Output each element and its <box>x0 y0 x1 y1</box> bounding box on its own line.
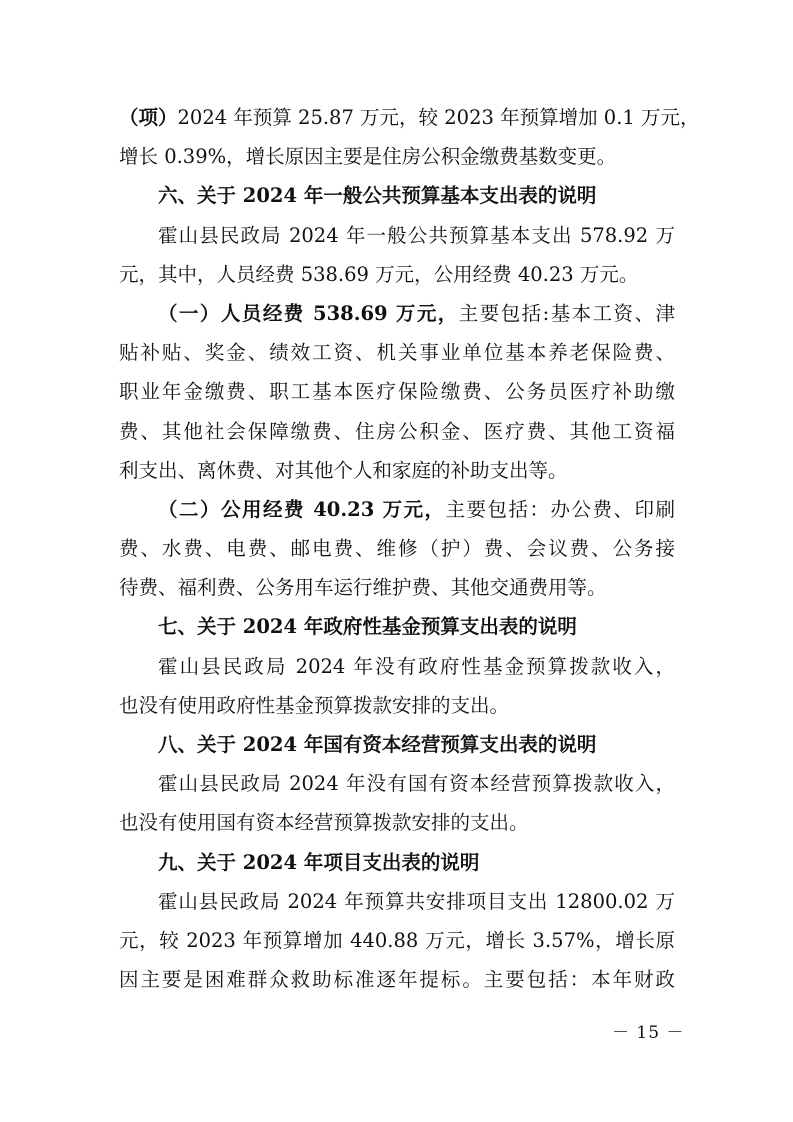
paragraph-line: 职业年金缴费、职工基本医疗保险缴费、公务员医疗补助缴 <box>119 380 675 404</box>
paragraph-line: 贴补贴、奖金、绩效工资、机关事业单位基本养老保险费、 <box>119 341 675 365</box>
paragraph-line: 费、水费、电费、邮电费、维修（护）费、会议费、公务接 <box>119 537 675 561</box>
paragraph-line <box>119 98 700 137</box>
subsection-heading: （二）公用经费 40.23 万元， <box>158 497 446 521</box>
paragraph-line: 也没有使用国有资本经营预算拨款安排的支出。 <box>119 811 529 835</box>
subsection-heading: （一）人员经费 538.69 万元， <box>158 301 459 325</box>
section-heading: 九、关于 2024 年项目支出表的说明 <box>158 850 480 874</box>
paragraph-line: 待费、福利费、公务用车运行维护费、其他交通费用等。 <box>119 576 607 600</box>
section-heading: 六、关于 2024 年一般公共预算基本支出表的说明 <box>158 184 597 208</box>
section-heading: 七、关于 2024 年政府性基金预算支出表的说明 <box>158 615 577 639</box>
paragraph-line: 利支出、离休费、对其他个人和家庭的补助支出等。 <box>119 458 568 482</box>
paragraph-line: 霍山县民政局 2024 年没有国有资本经营预算拨款收入， <box>158 772 675 796</box>
section-heading: 八、关于 2024 年国有资本经营预算支出表的说明 <box>158 733 597 756</box>
paragraph-line: 也没有使用政府性基金预算拨款安排的支出。 <box>119 693 510 717</box>
line-text: 2024 年预算 25.87 万元，较 2023 年预算增加 0.1 万元， <box>177 106 700 129</box>
page-number: － 15 － <box>612 1023 685 1043</box>
line-text: 主要包括:基本工资、津 <box>458 301 675 325</box>
item-label: （项） <box>119 106 178 129</box>
paragraph-line: 霍山县民政局 2024 年没有政府性基金预算拨款收入， <box>158 654 675 678</box>
paragraph-line: 霍山县民政局 2024 年一般公共预算基本支出 578.92 万 <box>158 223 675 247</box>
paragraph-line: 元，其中，人员经费 538.69 万元，公用经费 40.23 万元。 <box>119 262 639 286</box>
document-body <box>119 98 700 999</box>
paragraph-line: 元，较 2023 年预算增加 440.88 万元，增长 3.57%，增长原 <box>119 928 675 952</box>
paragraph-line: 因主要是困难群众救助标准逐年提标。主要包括：本年财政 <box>119 968 675 992</box>
paragraph-line: 增长 0.39%，增长原因主要是住房公积金缴费基数变更。 <box>119 145 617 169</box>
line-text: 主要包括：办公费、印刷 <box>445 497 675 521</box>
paragraph-line: 费、其他社会保障缴费、住房公积金、医疗费、其他工资福 <box>119 419 675 443</box>
paragraph-line: 霍山县民政局 2024 年预算共安排项目支出 12800.02 万 <box>158 889 675 913</box>
paragraph-line <box>119 490 675 529</box>
paragraph-line <box>119 294 675 333</box>
